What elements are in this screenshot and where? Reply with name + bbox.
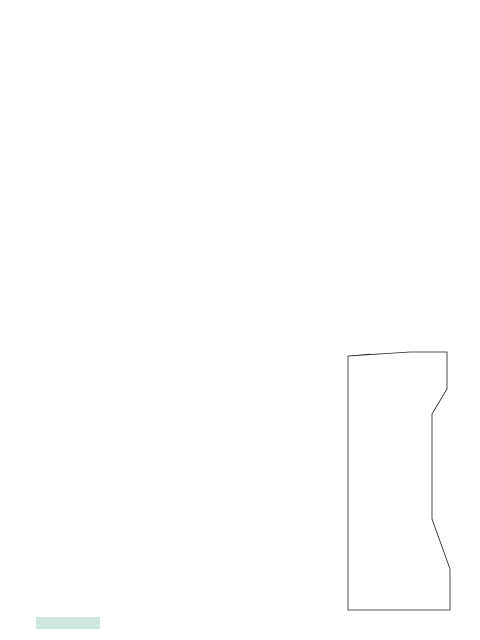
material-paragraph <box>33 82 163 92</box>
schematic-outline <box>348 352 450 610</box>
crochet-chart <box>170 344 338 616</box>
garment-schematic <box>340 344 470 616</box>
column-1 <box>33 82 163 100</box>
column-3 <box>313 82 449 90</box>
page-footer <box>36 617 100 629</box>
column-2 <box>173 82 303 90</box>
